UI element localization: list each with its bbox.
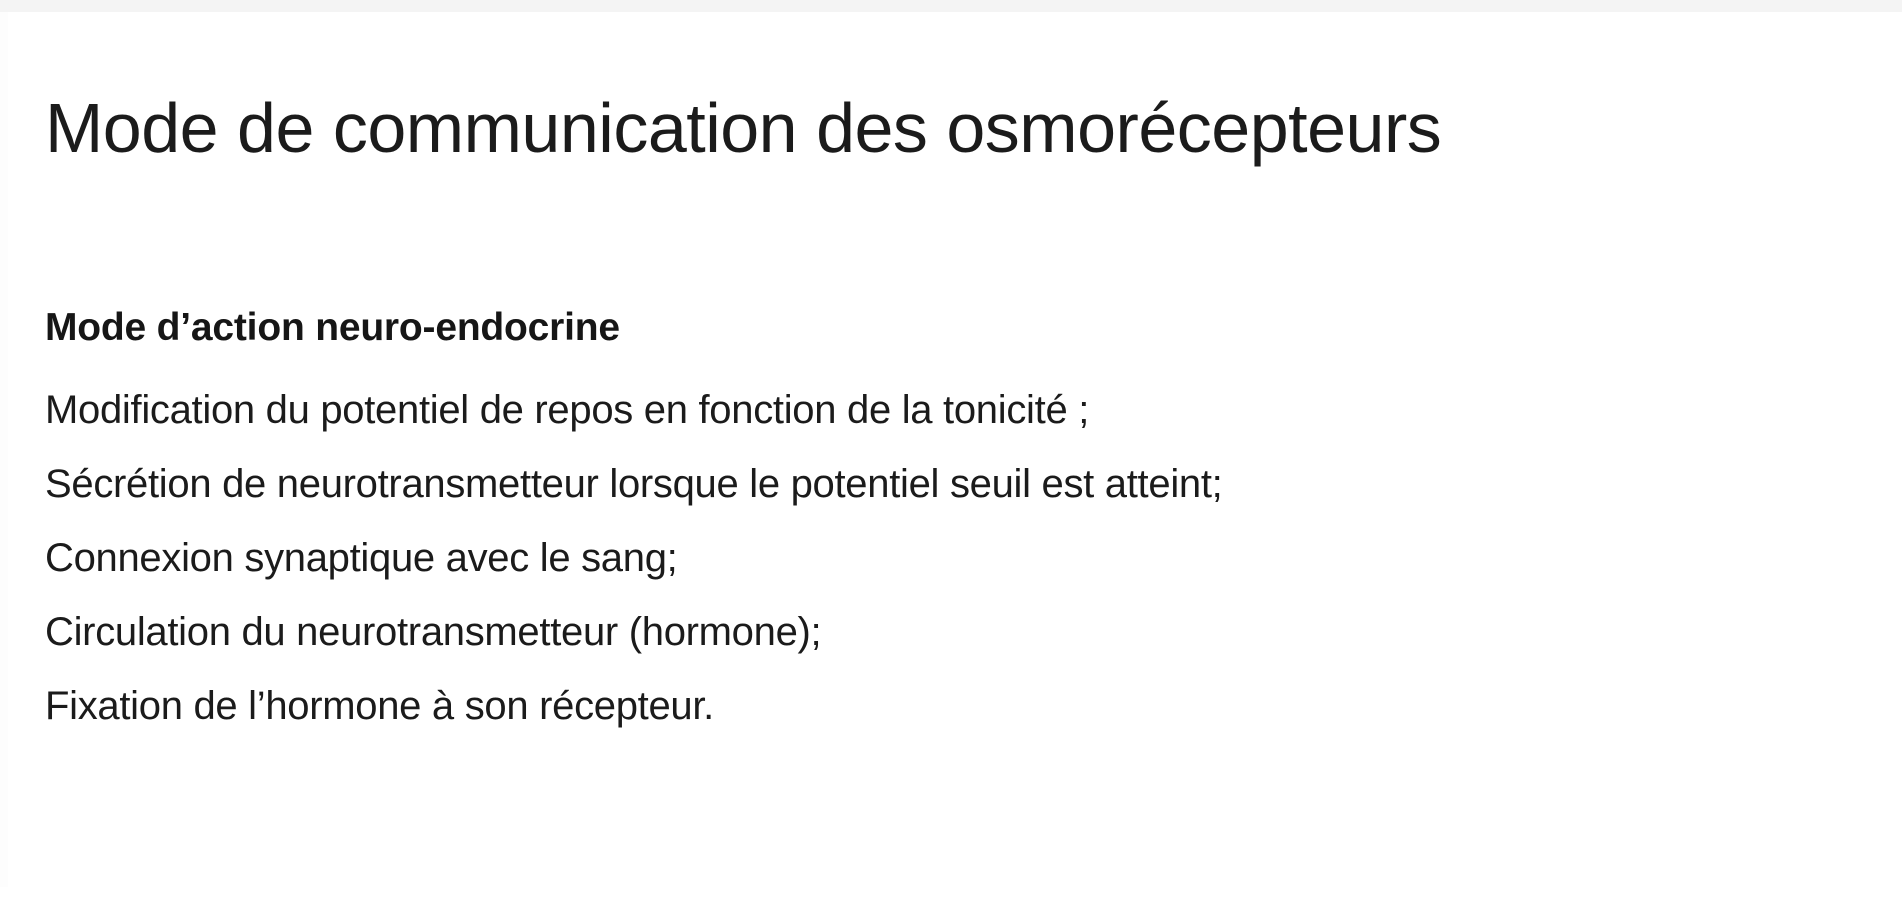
body-line-1: Modification du potentiel de repos en fonction de la tonicité ; bbox=[45, 387, 1090, 432]
slide-left-edge bbox=[0, 12, 8, 897]
slide-top-strip bbox=[0, 0, 1902, 12]
slide-bottom-edge bbox=[0, 887, 1902, 897]
body-line-2: Sécrétion de neurotransmetteur lorsque le potentiel seuil est atteint; bbox=[45, 461, 1223, 506]
body-line-5: Fixation de l’hormone à son récepteur. bbox=[45, 683, 714, 728]
page-title: Mode de communication des osmorécepteurs bbox=[45, 88, 1442, 167]
slide-body bbox=[45, 305, 1885, 726]
body-line-3: Connexion synaptique avec le sang; bbox=[45, 535, 678, 580]
body-heading: Mode d’action neuro-endocrine bbox=[45, 306, 620, 349]
body-line-4: Circulation du neurotransmetteur (hormone); bbox=[45, 609, 822, 654]
